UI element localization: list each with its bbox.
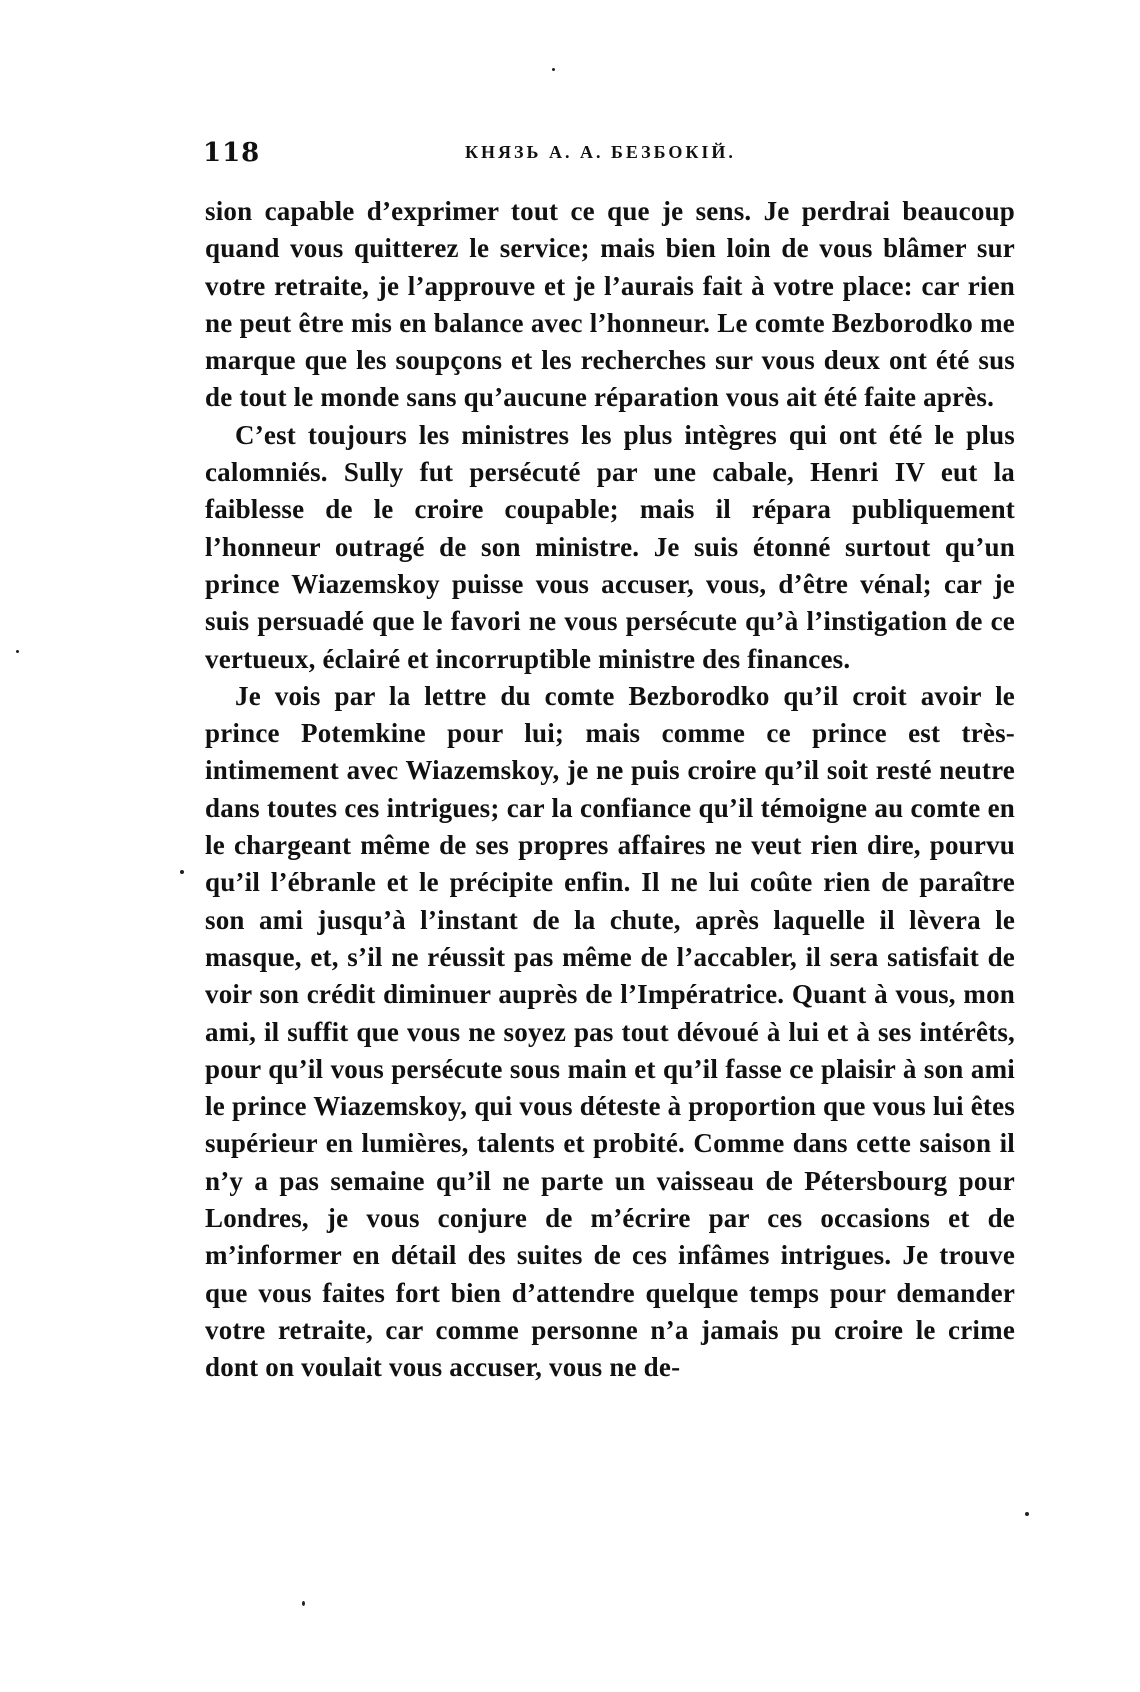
- body-text: [205, 193, 1015, 1387]
- paragraph: Je vois par la lettre du comte Bezborodko qu’il croit avoir le prince Potemkine pour lui; mais comme ce prince est très-intimement avec Wiazemskoy, je ne puis croire qu’il soit resté neutre dans toutes ces intrigues; car la confiance qu’il témoigne au comte en le chargeant même de ses propres affaires ne veut rien dire, pourvu qu’il l’ébranle et le précipite enfin. Il ne lui coûte rien de paraître son ami jusqu’à l’instant de la chute, après laquelle il lèvera le masque, et, s’il ne réussit pas même de l’accabler, il sera satisfait de voir son crédit diminuer auprès de l’Impératrice. Quant à vous, mon ami, il suffit que vous ne soyez pas tout dévoué à lui et à ses intérêts, pour qu’il vous persécute sous main et qu’il fasse ce plaisir à son ami le prince Wiazemskoy, qui vous déteste à proportion que vous lui êtes supérieur en lumières, talents et probité. Comme dans cette saison il n’y a pas semaine qu’il ne parte un vaisseau de Pétersbourg pour Londres, je vous conjure de m’écrire par ces occasions et de m’informer en détail des suites de ces infâmes intrigues. Je trouve que vous faites fort bien d’attendre quelque temps pour demander votre retraite, car comme personne n’a jamais pu croire le crime dont on voulait vous accuser, vous ne de-: [205, 680, 1015, 1383]
- print-speck: [16, 650, 19, 653]
- running-title: КНЯЗЬ А. А. БЕЗБОКІЙ.: [465, 142, 736, 162]
- print-speck: [552, 68, 555, 71]
- paragraph: C’est toujours les ministres les plus intègres qui ont été le plus calomniés. Sully fut persécuté par une cabale, Henri IV eut la faiblesse de le croire coupable; mais il répara publiquement l’honneur outragé de son ministre. Je suis étonné surtout qu’un prince Wiazemskoy puisse vous accuser, vous, d’être vénal; car je suis persuadé que le favori ne vous persécute qu’à l’instigation de ce vertueux, éclairé et incorruptible ministre des finances.: [205, 419, 1015, 674]
- paragraph-continued: sion capable d’exprimer tout ce que je sens. Je perdrai beaucoup quand vous quitterez le service; mais bien loin de vous blâmer sur votre retraite, je l’approuve et je l’aurais fait à votre place: car rien ne peut être mis en balance avec l’honneur. Le comte Bezborodko me marque que les soupçons et les recherches sur vous deux ont été sus de tout le monde sans qu’aucune réparation vous ait été faite après.: [205, 196, 1015, 413]
- print-speck: [302, 1601, 305, 1606]
- print-speck: [180, 870, 184, 874]
- running-head: [203, 138, 1013, 172]
- page-number: 118: [203, 138, 261, 168]
- print-speck: [1025, 1512, 1029, 1516]
